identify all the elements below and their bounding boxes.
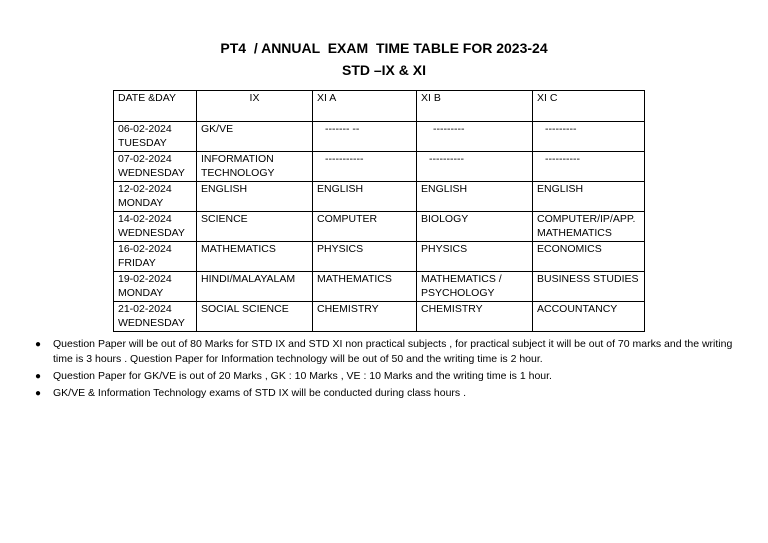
subject: SOCIAL SCIENCE <box>201 303 289 315</box>
table-row <box>114 122 645 152</box>
subject: MATHEMATICS / <box>421 273 502 285</box>
subject: ECONOMICS <box>537 243 602 255</box>
subject: --------- <box>433 123 465 135</box>
subject: TECHNOLOGY <box>201 167 275 179</box>
xi-b-cell <box>417 242 533 272</box>
subject: ENGLISH <box>317 183 364 195</box>
table-row <box>114 182 645 212</box>
xi-c-cell <box>533 272 645 302</box>
table-row <box>114 242 645 272</box>
date: 14-02-2024 <box>118 213 172 225</box>
xi-b-cell <box>417 302 533 332</box>
xi-a-cell <box>313 122 417 152</box>
note-item <box>34 337 734 367</box>
header-date-day: DATE &DAY <box>114 91 197 122</box>
day: WEDNESDAY <box>118 167 185 179</box>
day: TUESDAY <box>118 137 167 149</box>
date: 06-02-2024 <box>118 123 172 135</box>
note-text: Question Paper for GK/VE is out of 20 Marks , GK : 10 Marks , VE : 10 Marks and the writing time is 1 hour. <box>53 370 552 382</box>
date-day-cell <box>114 242 197 272</box>
subject: ------- -- <box>325 123 360 135</box>
subject: ENGLISH <box>421 183 468 195</box>
xi-a-cell <box>313 272 417 302</box>
xi-a-cell <box>313 242 417 272</box>
day: WEDNESDAY <box>118 227 185 239</box>
note-text: Question Paper will be out of 80 Marks for STD IX and STD XI non practical subjects , for practical subject it will be out of 70 marks and the writing time is 3 hours . Question Paper for Information technology will be out of 50 and the writing time is 2 hour. <box>53 338 733 365</box>
date-day-cell <box>114 182 197 212</box>
subject: SCIENCE <box>201 213 248 225</box>
exam-timetable <box>113 90 645 332</box>
note-item <box>34 386 734 401</box>
xi-a-cell <box>313 302 417 332</box>
xi-a-cell <box>313 212 417 242</box>
table-header-row <box>114 91 645 122</box>
ix-cell <box>197 242 313 272</box>
header-xi-c: XI C <box>533 91 645 122</box>
date-day-cell <box>114 272 197 302</box>
exam-notes-list <box>34 337 734 403</box>
xi-a-cell <box>313 182 417 212</box>
bullet-icon: ● <box>35 388 42 399</box>
subject: PSYCHOLOGY <box>421 287 495 299</box>
day: MONDAY <box>118 197 164 209</box>
day: FRIDAY <box>118 257 156 269</box>
date: 19-02-2024 <box>118 273 172 285</box>
subject: ----------- <box>325 153 364 165</box>
date-day-cell <box>114 122 197 152</box>
date: 12-02-2024 <box>118 183 172 195</box>
subject: PHYSICS <box>421 243 468 255</box>
subject: --------- <box>545 123 577 135</box>
page-subtitle: STD –IX & XI <box>341 62 427 78</box>
bullet-icon: ● <box>35 339 42 350</box>
table-row <box>114 302 645 332</box>
date-day-cell <box>114 212 197 242</box>
subject: PHYSICS <box>317 243 364 255</box>
xi-c-cell <box>533 182 645 212</box>
xi-b-cell <box>417 122 533 152</box>
ix-cell <box>197 152 313 182</box>
xi-c-cell <box>533 242 645 272</box>
table-row <box>114 152 645 182</box>
subject: BUSINESS STUDIES <box>537 273 639 285</box>
bullet-icon: ● <box>35 371 42 382</box>
date-day-cell <box>114 302 197 332</box>
xi-c-cell <box>533 152 645 182</box>
subject: MATHEMATICS <box>201 243 276 255</box>
ix-cell <box>197 272 313 302</box>
xi-b-cell <box>417 152 533 182</box>
ix-cell <box>197 122 313 152</box>
subject: CHEMISTRY <box>317 303 379 315</box>
day: WEDNESDAY <box>118 317 185 329</box>
ix-cell <box>197 302 313 332</box>
subject: COMPUTER/IP/APP. <box>537 213 636 225</box>
subject: GK/VE <box>201 123 234 135</box>
subject: BIOLOGY <box>421 213 469 225</box>
xi-b-cell <box>417 182 533 212</box>
date: 16-02-2024 <box>118 243 172 255</box>
table-row <box>114 272 645 302</box>
note-text: GK/VE & Information Technology exams of STD IX will be conducted during class hours . <box>53 387 467 399</box>
subject: CHEMISTRY <box>421 303 483 315</box>
subject: ---------- <box>545 153 580 165</box>
xi-c-cell <box>533 122 645 152</box>
subject: MATHEMATICS <box>537 227 612 239</box>
note-item <box>34 369 734 384</box>
ix-cell <box>197 212 313 242</box>
subject: COMPUTER <box>317 213 378 225</box>
date: 07-02-2024 <box>118 153 172 165</box>
subject: HINDI/MALAYALAM <box>201 273 296 285</box>
subject: ACCOUNTANCY <box>537 303 618 315</box>
xi-b-cell <box>417 272 533 302</box>
table-row <box>114 212 645 242</box>
date: 21-02-2024 <box>118 303 172 315</box>
day: MONDAY <box>118 287 164 299</box>
subject: ---------- <box>429 153 464 165</box>
subject: ENGLISH <box>537 183 584 195</box>
xi-c-cell <box>533 302 645 332</box>
header-xi-a: XI A <box>313 91 417 122</box>
ix-cell <box>197 182 313 212</box>
xi-a-cell <box>313 152 417 182</box>
date-day-cell <box>114 152 197 182</box>
xi-c-cell <box>533 212 645 242</box>
subject: ENGLISH <box>201 183 248 195</box>
subject: INFORMATION <box>201 153 274 165</box>
header-xi-b: XI B <box>417 91 533 122</box>
header-ix: IX <box>197 91 313 122</box>
page-title: PT4 / ANNUAL EXAM TIME TABLE FOR 2023-24 <box>220 40 548 56</box>
xi-b-cell <box>417 212 533 242</box>
subject: MATHEMATICS <box>317 273 392 285</box>
